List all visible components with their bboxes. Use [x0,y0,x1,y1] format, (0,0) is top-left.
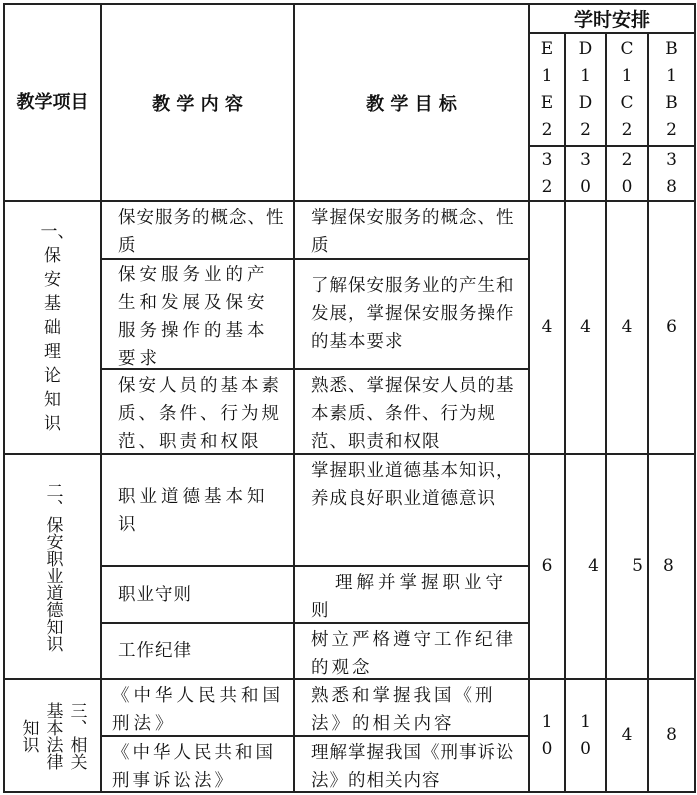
hours-e [530,202,564,453]
hours-d [566,680,605,791]
code-char: B [665,39,678,59]
header-hours-cell [530,5,694,32]
section-title: 三、相关基本法律知识 [18,701,87,770]
section-1-project [5,202,100,453]
hours-value: 4 [621,725,633,745]
content-cell [102,567,293,622]
content-cell [102,260,293,368]
total-hours-b [649,147,694,200]
content-cell [102,737,293,791]
total-digit: 0 [621,176,633,197]
hours-value: 8 [666,725,677,745]
code-char: 1 [580,66,591,86]
code-char: D [578,93,593,113]
goal-text: 掌握职业道德基本知识，养成良好职业道德意识 [311,461,515,509]
header-project: 教学项目 [16,91,89,113]
content-text: 职业守则 [118,584,192,605]
goal-text: 树立严格遵守工作纪律的观念 [311,630,516,678]
hours-c [607,455,647,678]
hours-e [530,680,564,791]
total-hours-d [566,147,605,200]
code-char: B [665,93,678,113]
hours-value: 5 [632,556,643,576]
hours-value: 4 [541,317,553,337]
major-code-d [566,35,605,145]
total-digit: 2 [541,176,553,197]
goal-cell [295,202,528,258]
header-goal: 教 学 目 标 [366,93,457,115]
code-char: D [578,39,593,59]
hours-value: 10 [580,711,591,759]
major-code-b [649,35,694,145]
header-content: 教 学 内 容 [152,93,243,115]
hours-header-divider [528,32,695,34]
code-char: C [620,39,634,59]
goal-text: 熟悉和掌握我国《刑法》的相关内容 [311,686,496,734]
total-digit: 2 [621,149,633,170]
hours-value: 8 [663,556,674,576]
goal-cell [295,680,528,735]
header-hours: 学时安排 [573,9,650,31]
content-cell [102,455,293,565]
goal-text: 掌握保安服务的概念、性质 [311,208,515,256]
content-cell [102,202,293,258]
total-hours-c [607,147,647,200]
content-text: 保安服务业的产生和发展及保安服务操作的基本要求 [118,265,269,369]
hours-b [649,202,694,453]
hours-value: 6 [666,317,677,337]
hours-c [607,202,647,453]
total-digit: 3 [541,149,553,170]
content-text: 《中华人民共和国刑法》 [112,686,284,734]
content-text: 工作纪律 [118,641,192,661]
hours-value: 4 [580,317,591,337]
content-cell [102,370,293,453]
hours-b [649,680,694,791]
total-digit: 8 [666,176,677,197]
hours-d [566,202,605,453]
hours-c [607,680,647,791]
content-cell [102,680,293,735]
table-border-right [694,3,696,793]
total-digit: 0 [580,176,591,197]
goal-text: 理解并掌握职业守则 [311,573,507,621]
goal-text: 了解保安服务业的产生和发展，掌握保安服务操作的基本要求 [311,276,515,352]
major-code-c [607,35,647,145]
goal-cell [295,370,528,453]
hours-d [566,455,605,678]
section-title: 二、保安职业道德知识 [42,481,63,652]
hours-value: 4 [588,556,599,576]
section-title: 一、保安基础理论知识 [40,221,75,434]
goal-cell [295,260,528,368]
header-project-cell [5,5,100,200]
code-char: 1 [621,66,633,86]
content-text: 职业道德基本知识 [118,487,269,535]
total-digit: 3 [666,149,677,170]
code-char: E [540,93,554,113]
major-code-e [530,35,564,145]
header-goal-cell [295,5,528,200]
goal-cell [295,455,528,565]
content-cell [102,624,293,678]
code-char: 1 [541,66,553,86]
total-hours-e [530,147,564,200]
section-3-project [5,680,100,791]
goal-cell [295,624,528,678]
goal-text: 熟悉、掌握保安人员的基本素质、条件、行为规范、职责和权限 [311,376,515,452]
code-char: 2 [621,120,633,140]
code-char: 2 [541,120,553,140]
header-content-cell [102,5,293,200]
hours-value: 6 [541,556,553,576]
content-text: 保安人员的基本素质、条件、行为规范、职责和权限 [118,376,282,452]
content-text: 保安服务的概念、性质 [118,208,285,256]
hours-e [530,455,564,678]
code-char: 1 [666,66,677,86]
code-char: C [620,93,634,113]
code-char: E [540,39,554,59]
code-char: 2 [666,120,677,140]
section-2-project [5,455,100,678]
hours-b [649,455,694,678]
total-digit: 3 [580,149,591,170]
hours-value: 10 [541,711,553,759]
goal-cell [295,737,528,791]
goal-cell [295,567,528,622]
hours-value: 4 [621,317,633,337]
code-char: 2 [580,120,591,140]
goal-text: 理解掌握我国《刑事诉讼法》的相关内容 [311,743,515,791]
content-text: 《中华人民共和国刑事诉讼法》 [112,743,276,791]
